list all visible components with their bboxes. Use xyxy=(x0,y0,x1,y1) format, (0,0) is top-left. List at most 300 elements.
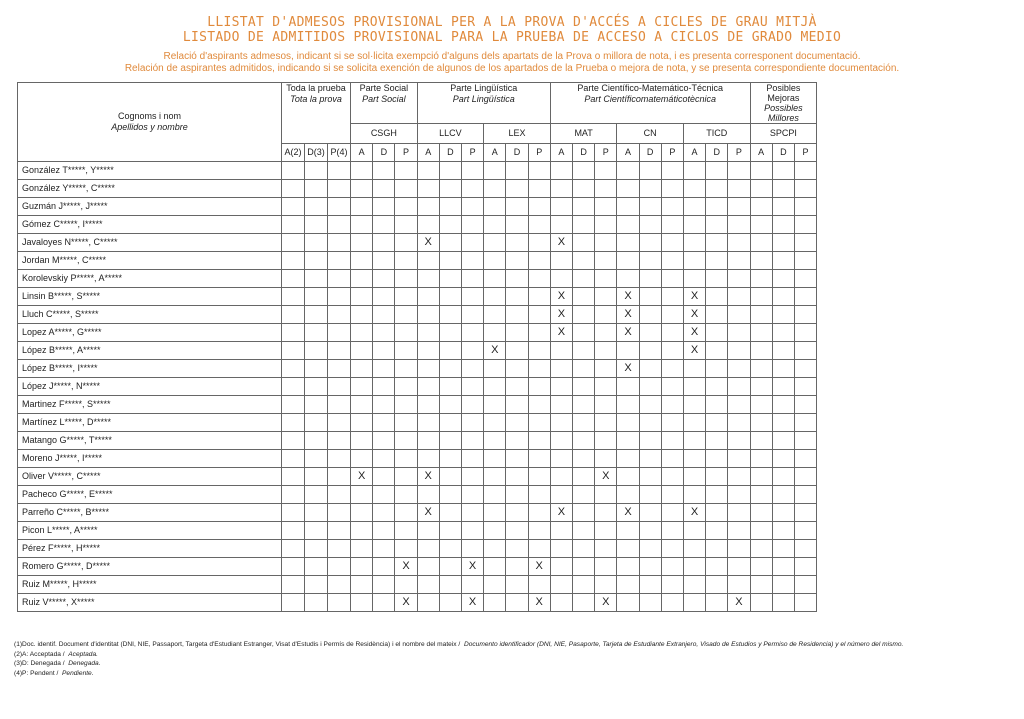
empty-cell xyxy=(328,576,351,594)
empty-cell xyxy=(484,180,506,198)
empty-cell xyxy=(506,234,528,252)
empty-cell xyxy=(639,576,661,594)
adp-col-header: A xyxy=(683,144,705,162)
empty-cell xyxy=(706,522,728,540)
empty-cell xyxy=(506,360,528,378)
empty-cell xyxy=(772,576,794,594)
empty-cell xyxy=(373,180,395,198)
table-row xyxy=(18,468,817,486)
table-row xyxy=(18,306,817,324)
empty-cell xyxy=(772,180,794,198)
empty-cell xyxy=(351,198,373,216)
empty-cell xyxy=(506,342,528,360)
empty-cell xyxy=(506,540,528,558)
empty-cell xyxy=(728,504,750,522)
empty-cell xyxy=(573,306,595,324)
empty-cell xyxy=(550,468,572,486)
empty-cell xyxy=(506,216,528,234)
empty-cell xyxy=(351,180,373,198)
empty-cell xyxy=(417,396,439,414)
mark-x: X xyxy=(683,288,705,306)
empty-cell xyxy=(439,162,461,180)
empty-cell xyxy=(528,306,550,324)
empty-cell xyxy=(305,234,328,252)
empty-cell xyxy=(439,180,461,198)
empty-cell xyxy=(305,432,328,450)
empty-cell xyxy=(506,396,528,414)
empty-cell xyxy=(506,504,528,522)
empty-cell xyxy=(439,198,461,216)
empty-cell xyxy=(462,396,484,414)
empty-cell xyxy=(395,342,417,360)
empty-cell xyxy=(772,594,794,612)
table-row xyxy=(18,198,817,216)
empty-cell xyxy=(462,450,484,468)
empty-cell xyxy=(373,342,395,360)
empty-cell xyxy=(750,486,772,504)
empty-cell xyxy=(528,342,550,360)
empty-cell xyxy=(750,594,772,612)
mark-x: X xyxy=(462,594,484,612)
empty-cell xyxy=(595,288,617,306)
empty-cell xyxy=(639,558,661,576)
empty-cell xyxy=(595,450,617,468)
empty-cell xyxy=(595,252,617,270)
empty-cell xyxy=(439,234,461,252)
empty-cell xyxy=(395,432,417,450)
empty-cell xyxy=(305,342,328,360)
empty-cell xyxy=(550,360,572,378)
empty-cell xyxy=(351,486,373,504)
empty-cell xyxy=(750,558,772,576)
empty-cell xyxy=(573,216,595,234)
empty-cell xyxy=(439,360,461,378)
empty-cell xyxy=(794,306,816,324)
empty-cell xyxy=(617,558,639,576)
empty-cell xyxy=(328,468,351,486)
empty-cell xyxy=(328,594,351,612)
empty-cell xyxy=(305,450,328,468)
empty-cell xyxy=(617,576,639,594)
empty-cell xyxy=(484,306,506,324)
empty-cell xyxy=(305,378,328,396)
empty-cell xyxy=(328,360,351,378)
empty-cell xyxy=(395,162,417,180)
empty-cell xyxy=(772,468,794,486)
table-row xyxy=(18,360,817,378)
empty-cell xyxy=(506,162,528,180)
empty-cell xyxy=(661,162,683,180)
empty-cell xyxy=(439,432,461,450)
candidate-name: Martínez L*****, D***** xyxy=(18,414,282,432)
empty-cell xyxy=(328,486,351,504)
empty-cell xyxy=(661,594,683,612)
empty-cell xyxy=(439,468,461,486)
empty-cell xyxy=(661,504,683,522)
footnote-3-es: Denegada. xyxy=(68,660,101,667)
empty-cell xyxy=(750,360,772,378)
empty-cell xyxy=(683,216,705,234)
empty-cell xyxy=(351,414,373,432)
empty-cell xyxy=(706,324,728,342)
mark-x: X xyxy=(683,342,705,360)
subject-header-llcv: LLCV xyxy=(417,124,484,144)
empty-cell xyxy=(395,576,417,594)
empty-cell xyxy=(305,594,328,612)
empty-cell xyxy=(282,360,305,378)
empty-cell xyxy=(706,306,728,324)
empty-cell xyxy=(728,522,750,540)
empty-cell xyxy=(282,198,305,216)
empty-cell xyxy=(484,216,506,234)
subject-header-cn: CN xyxy=(617,124,684,144)
empty-cell xyxy=(282,342,305,360)
empty-cell xyxy=(794,396,816,414)
empty-cell xyxy=(573,414,595,432)
empty-cell xyxy=(373,360,395,378)
toda-col-header: D(3) xyxy=(305,144,328,162)
empty-cell xyxy=(484,522,506,540)
name-header-cell xyxy=(18,83,282,162)
toda-col-header: A(2) xyxy=(282,144,305,162)
empty-cell xyxy=(373,252,395,270)
empty-cell xyxy=(573,522,595,540)
footnote-1-ca: (1)Doc. identif. Document d'identitat (DNI, NIE, Passaport, Targeta d'Estudiant Estranger, Visat d'Estudis i Permís de Residència) i el nombre del mateix / xyxy=(14,641,461,648)
empty-cell xyxy=(550,180,572,198)
empty-cell xyxy=(462,252,484,270)
empty-cell xyxy=(506,180,528,198)
empty-cell xyxy=(550,270,572,288)
admissions-table xyxy=(17,82,817,612)
empty-cell xyxy=(728,576,750,594)
empty-cell xyxy=(750,270,772,288)
empty-cell xyxy=(550,216,572,234)
empty-cell xyxy=(639,234,661,252)
empty-cell xyxy=(417,360,439,378)
empty-cell xyxy=(305,522,328,540)
empty-cell xyxy=(417,432,439,450)
table-row xyxy=(18,414,817,432)
candidate-name: Javaloyes N*****, C***** xyxy=(18,234,282,252)
empty-cell xyxy=(595,216,617,234)
empty-cell xyxy=(661,324,683,342)
empty-cell xyxy=(728,306,750,324)
empty-cell xyxy=(706,270,728,288)
empty-cell xyxy=(683,162,705,180)
mejoras-header-ca2: Mejoras xyxy=(767,93,800,103)
empty-cell xyxy=(373,216,395,234)
empty-cell xyxy=(305,180,328,198)
empty-cell xyxy=(750,162,772,180)
empty-cell xyxy=(661,288,683,306)
empty-cell xyxy=(395,198,417,216)
empty-cell xyxy=(750,306,772,324)
empty-cell xyxy=(484,378,506,396)
empty-cell xyxy=(794,504,816,522)
empty-cell xyxy=(462,288,484,306)
mark-x: X xyxy=(617,306,639,324)
empty-cell xyxy=(639,180,661,198)
empty-cell xyxy=(506,450,528,468)
empty-cell xyxy=(373,306,395,324)
empty-cell xyxy=(794,288,816,306)
empty-cell xyxy=(282,216,305,234)
empty-cell xyxy=(639,198,661,216)
empty-cell xyxy=(772,216,794,234)
adp-col-header: D xyxy=(573,144,595,162)
empty-cell xyxy=(462,522,484,540)
empty-cell xyxy=(639,396,661,414)
empty-cell xyxy=(595,234,617,252)
empty-cell xyxy=(282,468,305,486)
mejoras-header-es1: Possibles xyxy=(764,103,803,113)
mark-x: X xyxy=(617,288,639,306)
empty-cell xyxy=(282,378,305,396)
empty-cell xyxy=(373,486,395,504)
empty-cell xyxy=(794,486,816,504)
empty-cell xyxy=(351,288,373,306)
empty-cell xyxy=(484,270,506,288)
empty-cell xyxy=(395,288,417,306)
empty-cell xyxy=(573,468,595,486)
empty-cell xyxy=(328,306,351,324)
empty-cell xyxy=(661,522,683,540)
empty-cell xyxy=(617,270,639,288)
empty-cell xyxy=(462,324,484,342)
empty-cell xyxy=(462,504,484,522)
empty-cell xyxy=(683,414,705,432)
empty-cell xyxy=(417,162,439,180)
table-row xyxy=(18,576,817,594)
table-row xyxy=(18,234,817,252)
empty-cell xyxy=(617,432,639,450)
empty-cell xyxy=(462,234,484,252)
empty-cell xyxy=(617,198,639,216)
empty-cell xyxy=(573,558,595,576)
empty-cell xyxy=(328,252,351,270)
empty-cell xyxy=(506,270,528,288)
empty-cell xyxy=(639,432,661,450)
empty-cell xyxy=(550,198,572,216)
empty-cell xyxy=(328,522,351,540)
empty-cell xyxy=(282,540,305,558)
candidate-name: Moreno J*****, I***** xyxy=(18,450,282,468)
empty-cell xyxy=(528,504,550,522)
empty-cell xyxy=(706,360,728,378)
empty-cell xyxy=(439,288,461,306)
empty-cell xyxy=(351,594,373,612)
adp-col-header: P xyxy=(595,144,617,162)
empty-cell xyxy=(417,540,439,558)
candidate-name: López B*****, A***** xyxy=(18,342,282,360)
empty-cell xyxy=(506,198,528,216)
empty-cell xyxy=(706,432,728,450)
candidate-name: Lopez A*****, G***** xyxy=(18,324,282,342)
mejoras-header-es2: Millores xyxy=(767,113,799,123)
empty-cell xyxy=(728,324,750,342)
empty-cell xyxy=(661,234,683,252)
empty-cell xyxy=(282,414,305,432)
empty-cell xyxy=(772,522,794,540)
empty-cell xyxy=(794,414,816,432)
empty-cell xyxy=(351,378,373,396)
ctec-header-cell xyxy=(550,83,750,124)
empty-cell xyxy=(750,522,772,540)
empty-cell xyxy=(328,342,351,360)
empty-cell xyxy=(528,198,550,216)
empty-cell xyxy=(462,432,484,450)
empty-cell xyxy=(328,540,351,558)
empty-cell xyxy=(573,288,595,306)
empty-cell xyxy=(506,432,528,450)
mark-x: X xyxy=(462,558,484,576)
empty-cell xyxy=(617,594,639,612)
empty-cell xyxy=(305,396,328,414)
footnote-3 xyxy=(14,659,1004,669)
empty-cell xyxy=(395,450,417,468)
empty-cell xyxy=(706,198,728,216)
empty-cell xyxy=(439,576,461,594)
empty-cell xyxy=(417,522,439,540)
empty-cell xyxy=(506,288,528,306)
candidate-name: López J*****, N***** xyxy=(18,378,282,396)
empty-cell xyxy=(772,288,794,306)
mejoras-header-cell xyxy=(750,83,817,124)
empty-cell xyxy=(706,504,728,522)
empty-cell xyxy=(373,324,395,342)
empty-cell xyxy=(683,540,705,558)
empty-cell xyxy=(772,162,794,180)
empty-cell xyxy=(772,450,794,468)
adp-col-header: A xyxy=(417,144,439,162)
empty-cell xyxy=(728,486,750,504)
empty-cell xyxy=(417,594,439,612)
empty-cell xyxy=(706,234,728,252)
empty-cell xyxy=(351,270,373,288)
empty-cell xyxy=(706,468,728,486)
empty-cell xyxy=(639,342,661,360)
empty-cell xyxy=(550,522,572,540)
empty-cell xyxy=(282,270,305,288)
candidate-name: Romero G*****, D***** xyxy=(18,558,282,576)
subject-header-csgh: CSGH xyxy=(351,124,418,144)
empty-cell xyxy=(617,162,639,180)
mark-x: X xyxy=(683,306,705,324)
empty-cell xyxy=(573,504,595,522)
empty-cell xyxy=(639,522,661,540)
empty-cell xyxy=(683,486,705,504)
mark-x: X xyxy=(395,558,417,576)
table-row xyxy=(18,486,817,504)
empty-cell xyxy=(573,576,595,594)
empty-cell xyxy=(506,486,528,504)
empty-cell xyxy=(661,396,683,414)
empty-cell xyxy=(484,558,506,576)
empty-cell xyxy=(417,342,439,360)
empty-cell xyxy=(506,522,528,540)
empty-cell xyxy=(639,216,661,234)
table-row xyxy=(18,378,817,396)
empty-cell xyxy=(683,180,705,198)
footnote-3-ca: (3)D: Denegada / xyxy=(14,660,65,667)
ctec-header-ca: Parte Científico-Matemático-Técnica xyxy=(577,83,723,93)
table-row xyxy=(18,504,817,522)
empty-cell xyxy=(305,288,328,306)
mark-x: X xyxy=(550,306,572,324)
mark-x: X xyxy=(417,504,439,522)
empty-cell xyxy=(573,360,595,378)
mark-x: X xyxy=(395,594,417,612)
empty-cell xyxy=(439,414,461,432)
empty-cell xyxy=(617,234,639,252)
empty-cell xyxy=(550,252,572,270)
toda-header-es: Tota la prova xyxy=(290,94,342,104)
empty-cell xyxy=(617,378,639,396)
empty-cell xyxy=(706,396,728,414)
mark-x: X xyxy=(550,234,572,252)
empty-cell xyxy=(728,216,750,234)
empty-cell xyxy=(439,378,461,396)
empty-cell xyxy=(462,414,484,432)
empty-cell xyxy=(573,252,595,270)
empty-cell xyxy=(794,540,816,558)
empty-cell xyxy=(639,360,661,378)
mark-x: X xyxy=(528,594,550,612)
empty-cell xyxy=(661,576,683,594)
empty-cell xyxy=(282,162,305,180)
social-header-cell xyxy=(351,83,418,124)
empty-cell xyxy=(373,594,395,612)
empty-cell xyxy=(305,216,328,234)
empty-cell xyxy=(772,234,794,252)
empty-cell xyxy=(750,216,772,234)
empty-cell xyxy=(772,270,794,288)
empty-cell xyxy=(528,468,550,486)
empty-cell xyxy=(282,450,305,468)
social-header-es: Part Social xyxy=(362,94,406,104)
empty-cell xyxy=(772,540,794,558)
adp-col-header: P xyxy=(462,144,484,162)
toda-header-cell xyxy=(282,83,351,144)
empty-cell xyxy=(417,486,439,504)
mark-x: X xyxy=(417,468,439,486)
empty-cell xyxy=(417,270,439,288)
empty-cell xyxy=(794,198,816,216)
empty-cell xyxy=(462,486,484,504)
candidate-name: Pérez F*****, H***** xyxy=(18,540,282,558)
empty-cell xyxy=(351,432,373,450)
empty-cell xyxy=(528,414,550,432)
empty-cell xyxy=(750,504,772,522)
adp-col-header: P xyxy=(794,144,816,162)
empty-cell xyxy=(528,270,550,288)
empty-cell xyxy=(373,198,395,216)
empty-cell xyxy=(484,594,506,612)
empty-cell xyxy=(395,504,417,522)
empty-cell xyxy=(728,162,750,180)
empty-cell xyxy=(794,180,816,198)
empty-cell xyxy=(373,162,395,180)
empty-cell xyxy=(373,558,395,576)
empty-cell xyxy=(484,288,506,306)
empty-cell xyxy=(506,414,528,432)
candidate-name: Gómez C*****, I***** xyxy=(18,216,282,234)
empty-cell xyxy=(617,396,639,414)
empty-cell xyxy=(328,432,351,450)
empty-cell xyxy=(573,342,595,360)
empty-cell xyxy=(595,198,617,216)
empty-cell xyxy=(794,216,816,234)
